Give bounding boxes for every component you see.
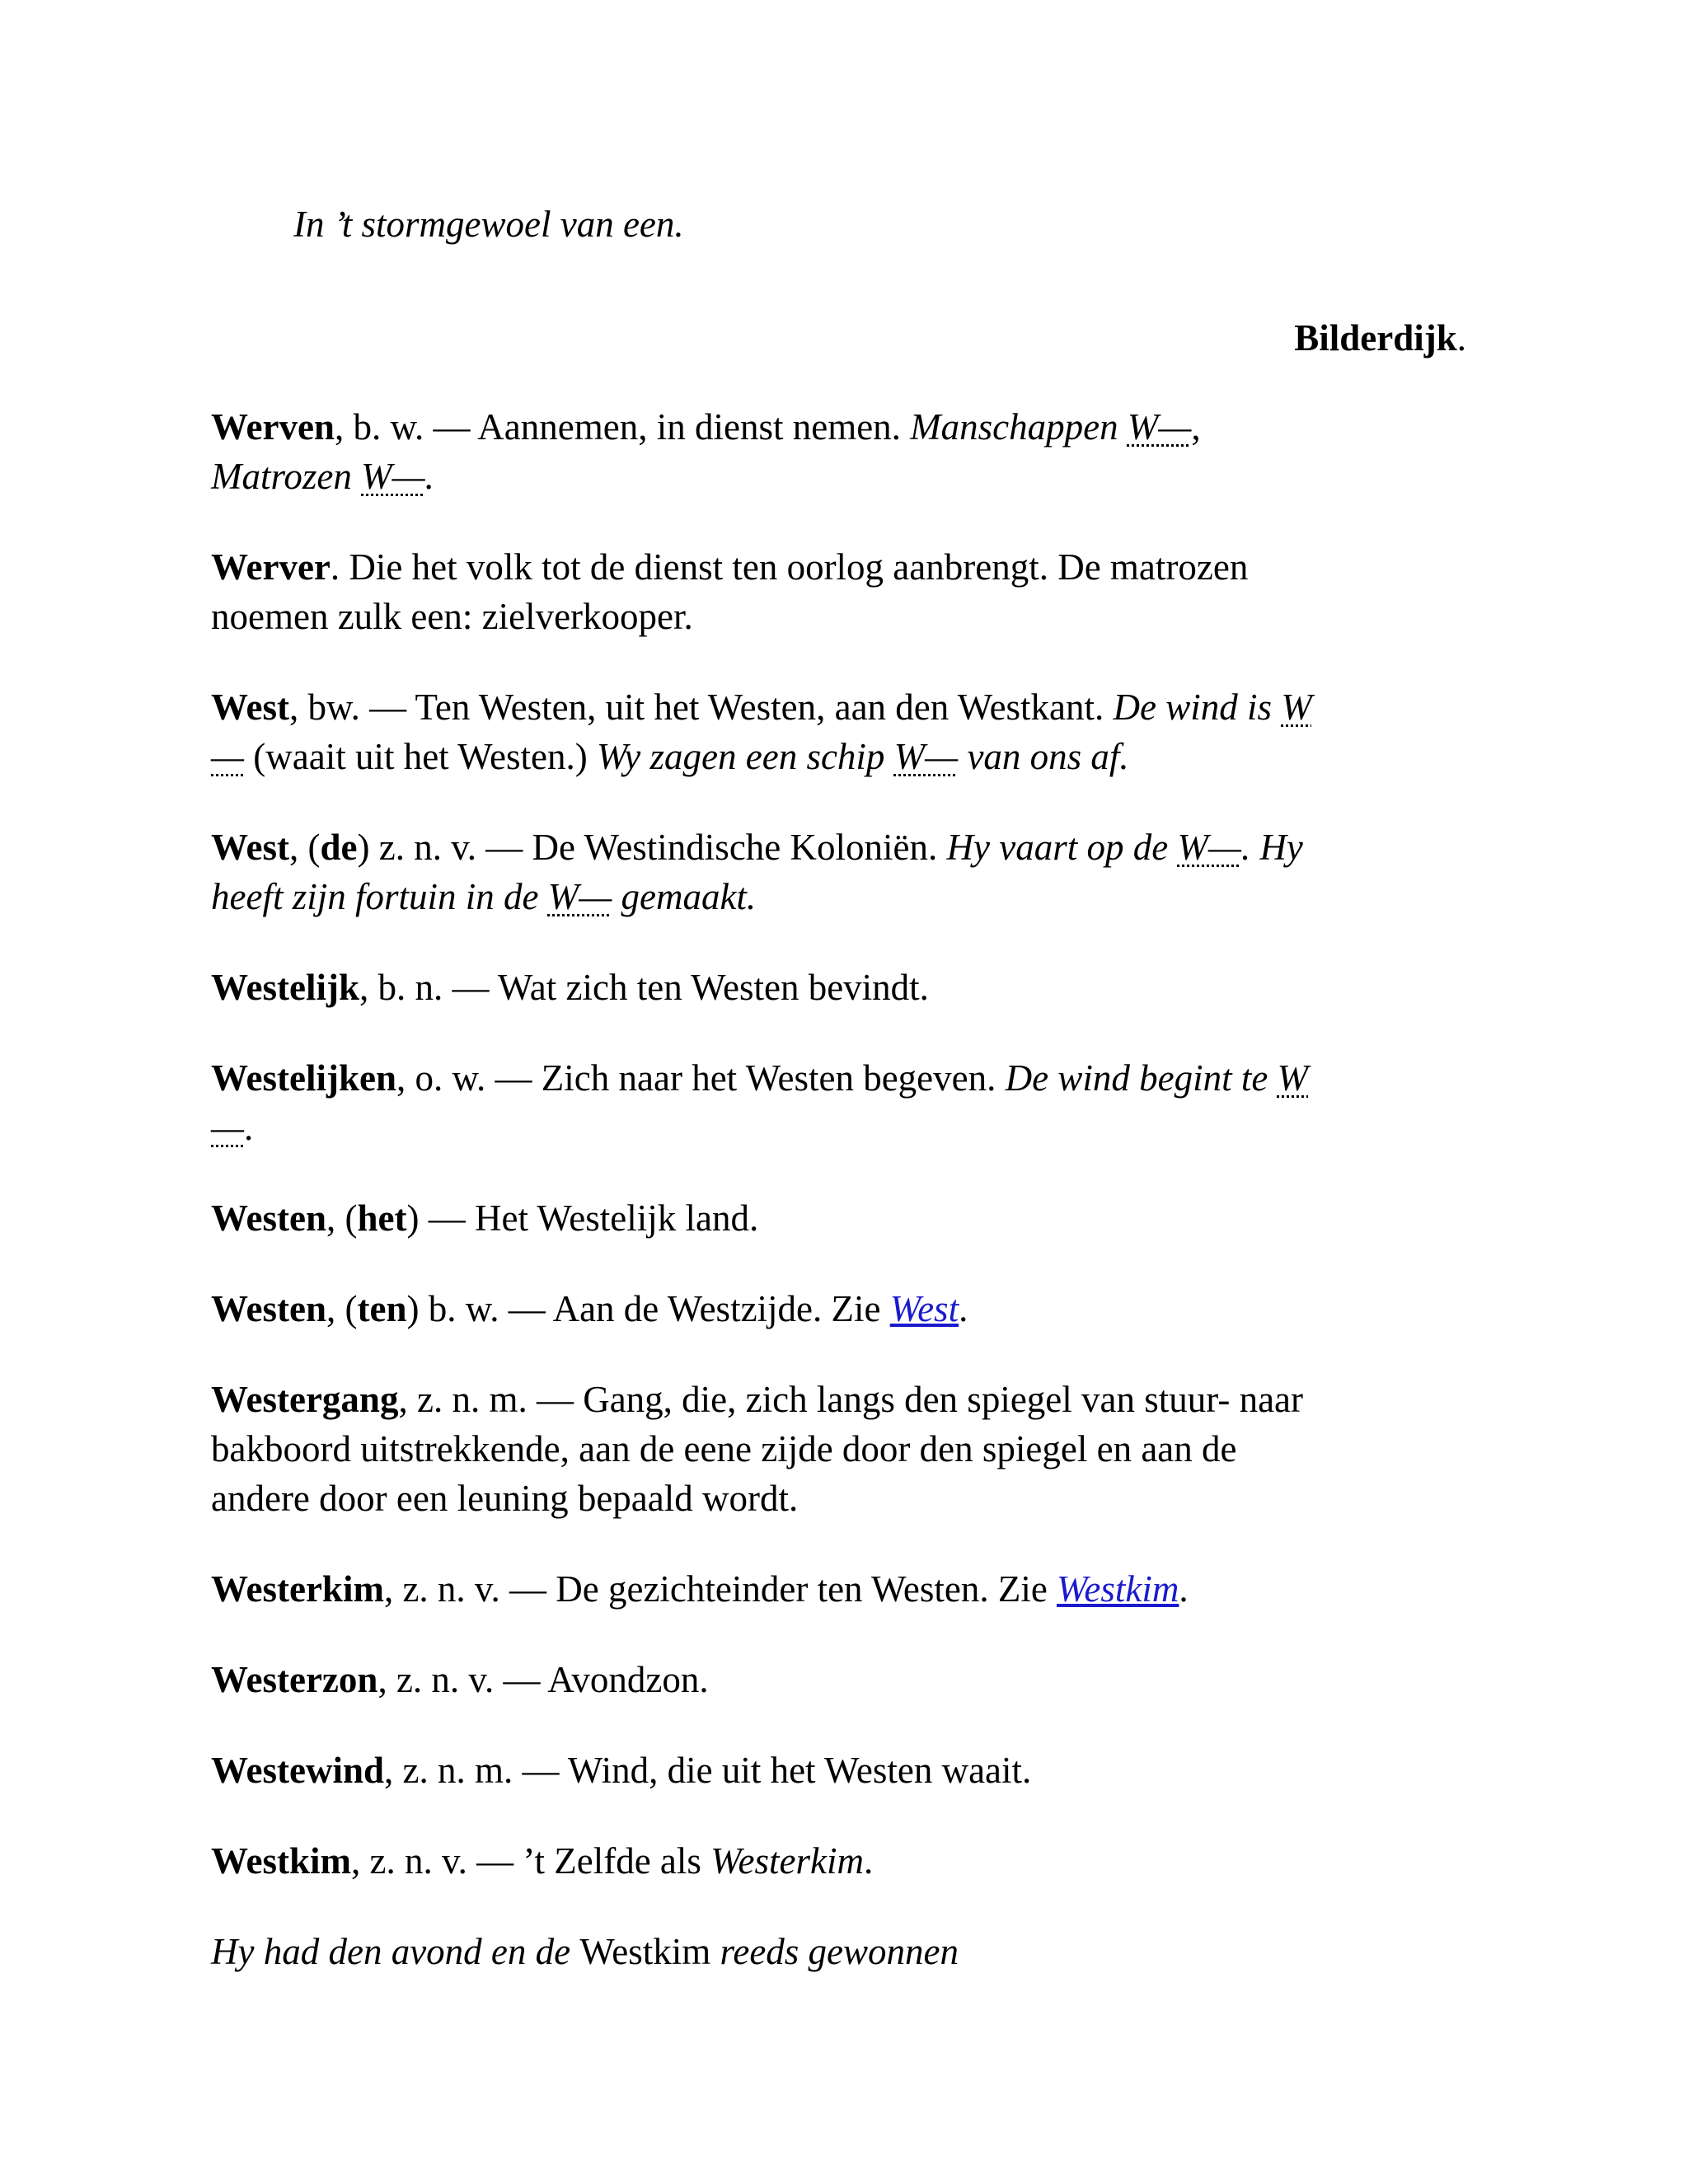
definition: , o. w. — Zich naar het Westen begeven.: [396, 1057, 1006, 1099]
headword: West: [211, 687, 289, 728]
attribution: [1294, 313, 1466, 363]
definition: , z. n. v. — De gezichteinder ten Westen. Zie: [383, 1568, 1057, 1610]
abbreviation: W: [1277, 1057, 1309, 1099]
definition-continued: andere door een leuning bepaald wordt.: [211, 1478, 799, 1519]
example: . Hy: [1240, 827, 1303, 868]
article: het: [357, 1197, 407, 1239]
quote-keyword: Westkim: [579, 1931, 711, 1972]
headword: West: [211, 827, 289, 868]
entry-westen-het: [211, 1193, 1472, 1243]
abbreviation: —: [211, 736, 245, 777]
abbreviation: W—: [1127, 406, 1192, 448]
punctuation: ,: [1191, 406, 1201, 448]
attribution-punct: .: [1456, 317, 1466, 359]
entry-westen-ten: [211, 1284, 1472, 1333]
example: Hy vaart op de: [946, 827, 1178, 868]
example: De wind begint te: [1005, 1057, 1278, 1099]
abbreviation: —: [211, 1107, 245, 1148]
definition: , z. n. m. — Gang, die, zich langs den spiegel van stuur- naar: [398, 1379, 1304, 1420]
example: gemaakt.: [612, 876, 757, 917]
definition: , bw. — Ten Westen, uit het Westen, aan den Westkant.: [289, 687, 1114, 728]
abbreviation: W: [1281, 687, 1312, 728]
entry-westerzon: [211, 1655, 1472, 1704]
example: Wy zagen een schip: [596, 736, 894, 777]
definition: , b. n. — Wat zich ten Westen bevindt.: [359, 967, 929, 1008]
abbreviation: W—: [547, 876, 612, 917]
link-westkim[interactable]: Westkim: [1057, 1568, 1179, 1610]
headword: Werven: [211, 406, 335, 448]
definition: , z. n. v. — Avondzon.: [377, 1659, 709, 1700]
punctuation: , (: [289, 827, 321, 868]
headword: Westelijk: [211, 967, 359, 1008]
punctuation: , (: [326, 1288, 358, 1329]
definition: , b. w. — Aannemen, in dienst nemen.: [334, 406, 911, 448]
example: Manschappen: [910, 406, 1128, 448]
example: De wind is: [1113, 687, 1282, 728]
example: heeft zijn fortuin in de: [211, 876, 548, 917]
definition-continued: bakboord uitstrekkende, aan de eene zijde door den spiegel en aan de: [211, 1428, 1237, 1469]
abbreviation: W—: [893, 736, 959, 777]
headword: Westerzon: [211, 1659, 378, 1700]
headword: Werver: [211, 546, 331, 588]
quote-line: [211, 1927, 959, 1976]
entry-westerkim: [211, 1564, 1472, 1614]
link-west[interactable]: West: [889, 1288, 959, 1329]
article: ten: [357, 1288, 407, 1329]
headword: Westkim: [211, 1840, 352, 1882]
definition: , z. n. m. — Wind, die uit het Westen waait.: [384, 1750, 1032, 1791]
headword: Westen: [211, 1288, 326, 1329]
definition: ) b. w. — Aan de Westzijde. Zie: [406, 1288, 890, 1329]
punctuation: .: [244, 1107, 254, 1148]
entry-west-de: [211, 823, 1472, 921]
verse-line: In ’t stormgewoel van een.: [293, 204, 684, 245]
quote-text: Hy had den avond en de: [211, 1931, 580, 1972]
definition: , z. n. v. — ’t Zelfde als: [351, 1840, 711, 1882]
entry-werver: [211, 542, 1472, 641]
headword: Westerkim: [211, 1568, 384, 1610]
definition: ) — Het Westelijk land.: [406, 1197, 759, 1239]
punctuation: , (: [326, 1197, 358, 1239]
headword: Westen: [211, 1197, 326, 1239]
definition: . Die het volk tot de dienst ten oorlog aanbrengt. De matrozen: [330, 546, 1249, 588]
abbreviation: W—: [361, 456, 425, 497]
entry-westelijken: [211, 1053, 1472, 1152]
example: van ons af.: [958, 736, 1129, 777]
headword: Westelijken: [211, 1057, 396, 1099]
punctuation: .: [424, 456, 434, 497]
article: de: [320, 827, 358, 868]
abbreviation: W—: [1177, 827, 1241, 868]
entry-westewind: [211, 1746, 1472, 1795]
entry-westelijk: [211, 963, 1472, 1012]
punctuation: .: [1179, 1568, 1189, 1610]
punctuation: .: [863, 1840, 874, 1882]
definition-continued: noemen zulk een: zielverkooper.: [211, 596, 693, 637]
definition: (waait uit het Westen.): [244, 736, 597, 777]
entry-westkim: [211, 1836, 1472, 1886]
punctuation: .: [959, 1288, 968, 1329]
headword: Westergang: [211, 1379, 399, 1420]
attribution-name: Bilderdijk: [1294, 317, 1457, 359]
headword: Westewind: [211, 1750, 385, 1791]
entry-westergang: [211, 1375, 1472, 1523]
example: Matrozen: [211, 456, 362, 497]
entry-werven: [211, 402, 1472, 501]
reference: Westerkim: [710, 1840, 864, 1882]
quote-text: reeds gewonnen: [710, 1931, 959, 1972]
definition: ) z. n. v. — De Westindische Koloniën.: [357, 827, 947, 868]
entry-west-bw: [211, 682, 1472, 781]
